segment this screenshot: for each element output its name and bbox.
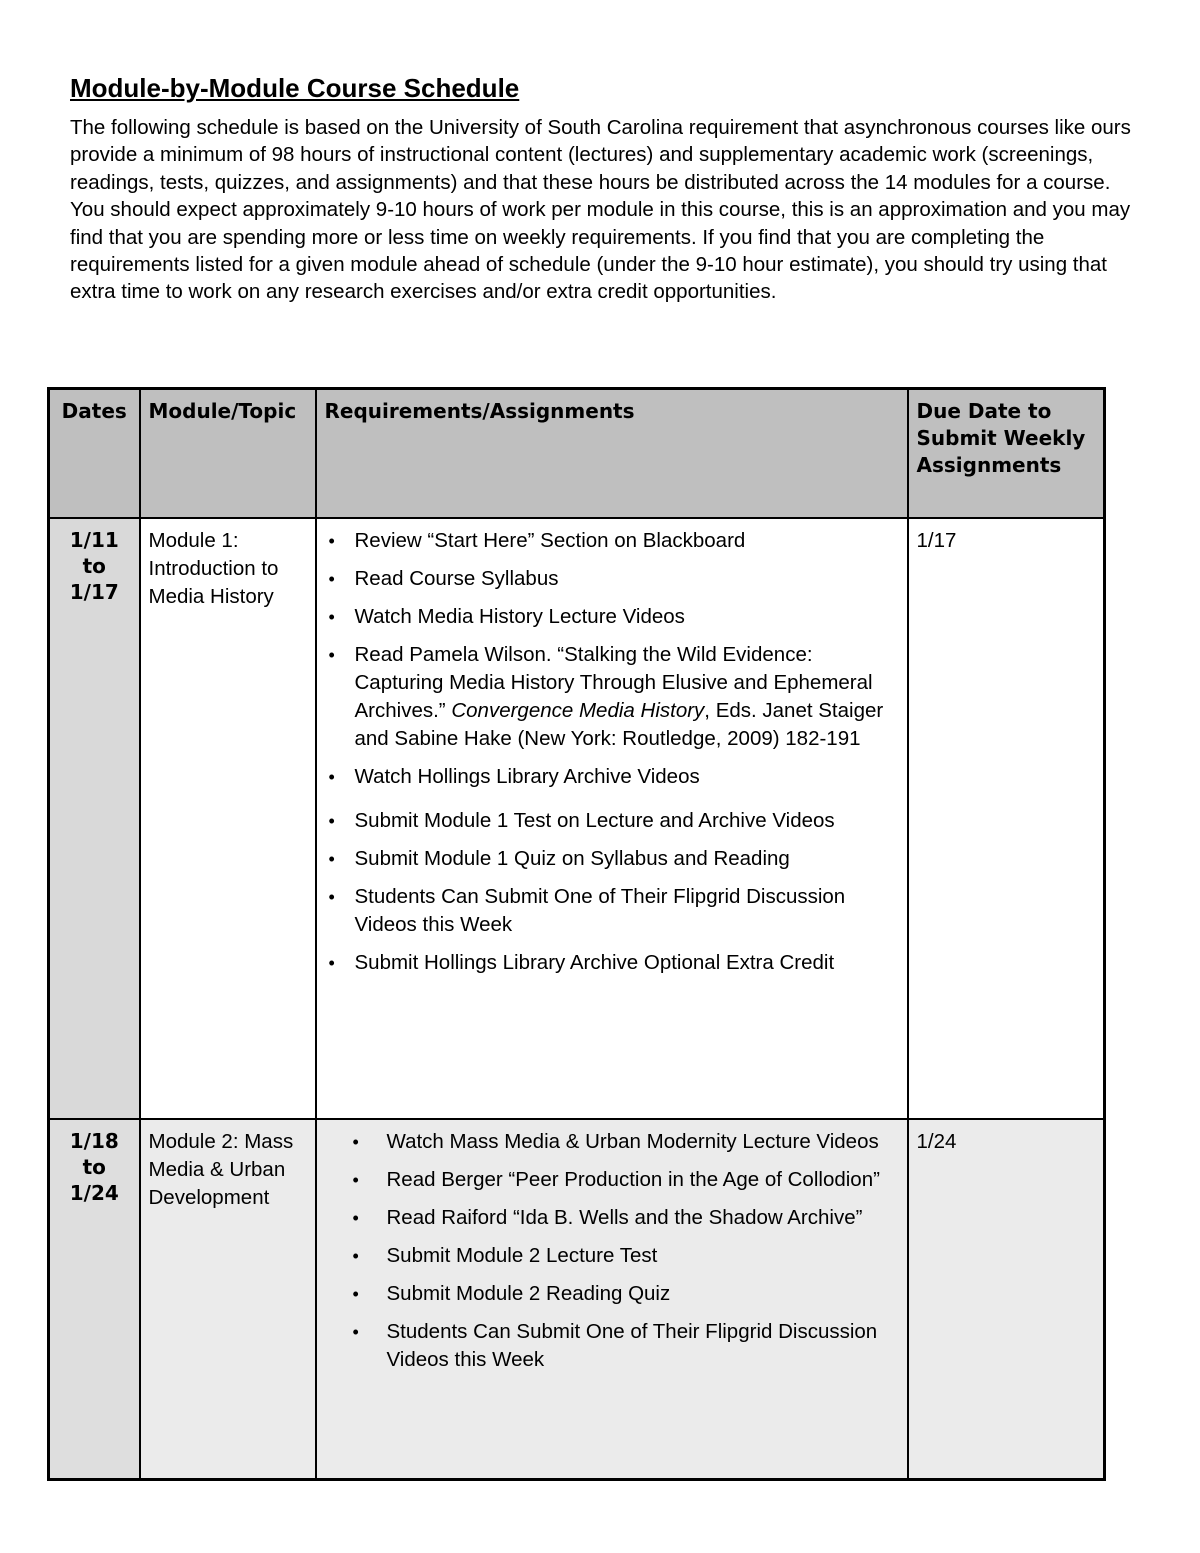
header-module: Module/Topic	[140, 389, 316, 519]
table-row	[49, 1119, 1105, 1480]
header-row	[49, 389, 1105, 519]
table-row	[49, 518, 1105, 1119]
due-date-cell: 1/24	[908, 1119, 1105, 1480]
reading-source-title: Convergence Media History	[451, 699, 705, 722]
list-item: • Submit Module 1 Test on Lecture and Archive Videos	[328, 809, 835, 832]
module-cell: Module 2: Mass Media & Urban Development	[140, 1119, 316, 1480]
requirements-list	[325, 527, 899, 977]
list-item: • Read Raiford “Ida B. Wells and the Shadow Archive”	[352, 1206, 863, 1229]
dates-cell: 1/11 to 1/17	[49, 518, 140, 1119]
list-item: • Students Can Submit One of Their Flipgrid Discussion Videos this Week	[352, 1320, 878, 1371]
list-item: • Watch Hollings Library Archive Videos	[328, 765, 700, 788]
list-item: • Watch Media History Lecture Videos	[328, 605, 685, 628]
intro-paragraph: The following schedule is based on the University of South Carolina requirement that asynchronous courses like ours provide a minimum of 98 hours of instructional content (lectures) and supplementary academic work (screenings, readings, tests, quizzes, and assignments) and that these hours be distributed across the 14 modules for a course. You should expect approximately 9-10 hours of work per module in this course, this is an approximation and you may find that you are spending more or less time on weekly requirements. If you find that you are completing the requirements listed for a given module ahead of schedule (under the 9-10 hour estimate), you should try using that extra time to work on any research exercises and/or extra credit opportunities.	[70, 116, 1131, 304]
dates-cell: 1/18 to 1/24	[49, 1119, 140, 1480]
page-title: Module-by-Module Course Schedule	[70, 73, 520, 103]
header-dates: Dates	[49, 389, 140, 519]
list-item: • Submit Hollings Library Archive Optional Extra Credit	[328, 951, 835, 974]
requirements-list	[325, 1128, 899, 1374]
list-item: • Read Berger “Peer Production in the Age of Collodion”	[352, 1168, 880, 1191]
requirements-cell	[316, 518, 908, 1119]
due-date-cell: 1/17	[908, 518, 1105, 1119]
list-item: • Read Course Syllabus	[328, 567, 559, 590]
requirements-cell	[316, 1119, 908, 1480]
list-item: • Read Pamela Wilson. “Stalking the Wild Evidence: Capturing Media History Through Elusive and Ephemeral Archives.” Convergence Media History, Eds. Janet Staiger and Sabine Hake (New York: Routledge, 2009) 182-191	[328, 643, 884, 750]
header-due: Due Date to Submit Weekly Assignments	[908, 389, 1105, 519]
list-item: • Submit Module 1 Quiz on Syllabus and Reading	[328, 847, 790, 870]
list-item: • Students Can Submit One of Their Flipgrid Discussion Videos this Week	[328, 885, 846, 936]
module-cell: Module 1: Introduction to Media History	[140, 518, 316, 1119]
schedule-table	[47, 387, 1106, 1481]
list-item: • Review “Start Here” Section on Blackboard	[328, 529, 746, 552]
list-item: • Submit Module 2 Lecture Test	[352, 1244, 658, 1267]
list-item: • Submit Module 2 Reading Quiz	[352, 1282, 671, 1305]
list-item: • Watch Mass Media & Urban Modernity Lecture Videos	[352, 1130, 879, 1153]
header-requirements: Requirements/Assignments	[316, 389, 908, 519]
